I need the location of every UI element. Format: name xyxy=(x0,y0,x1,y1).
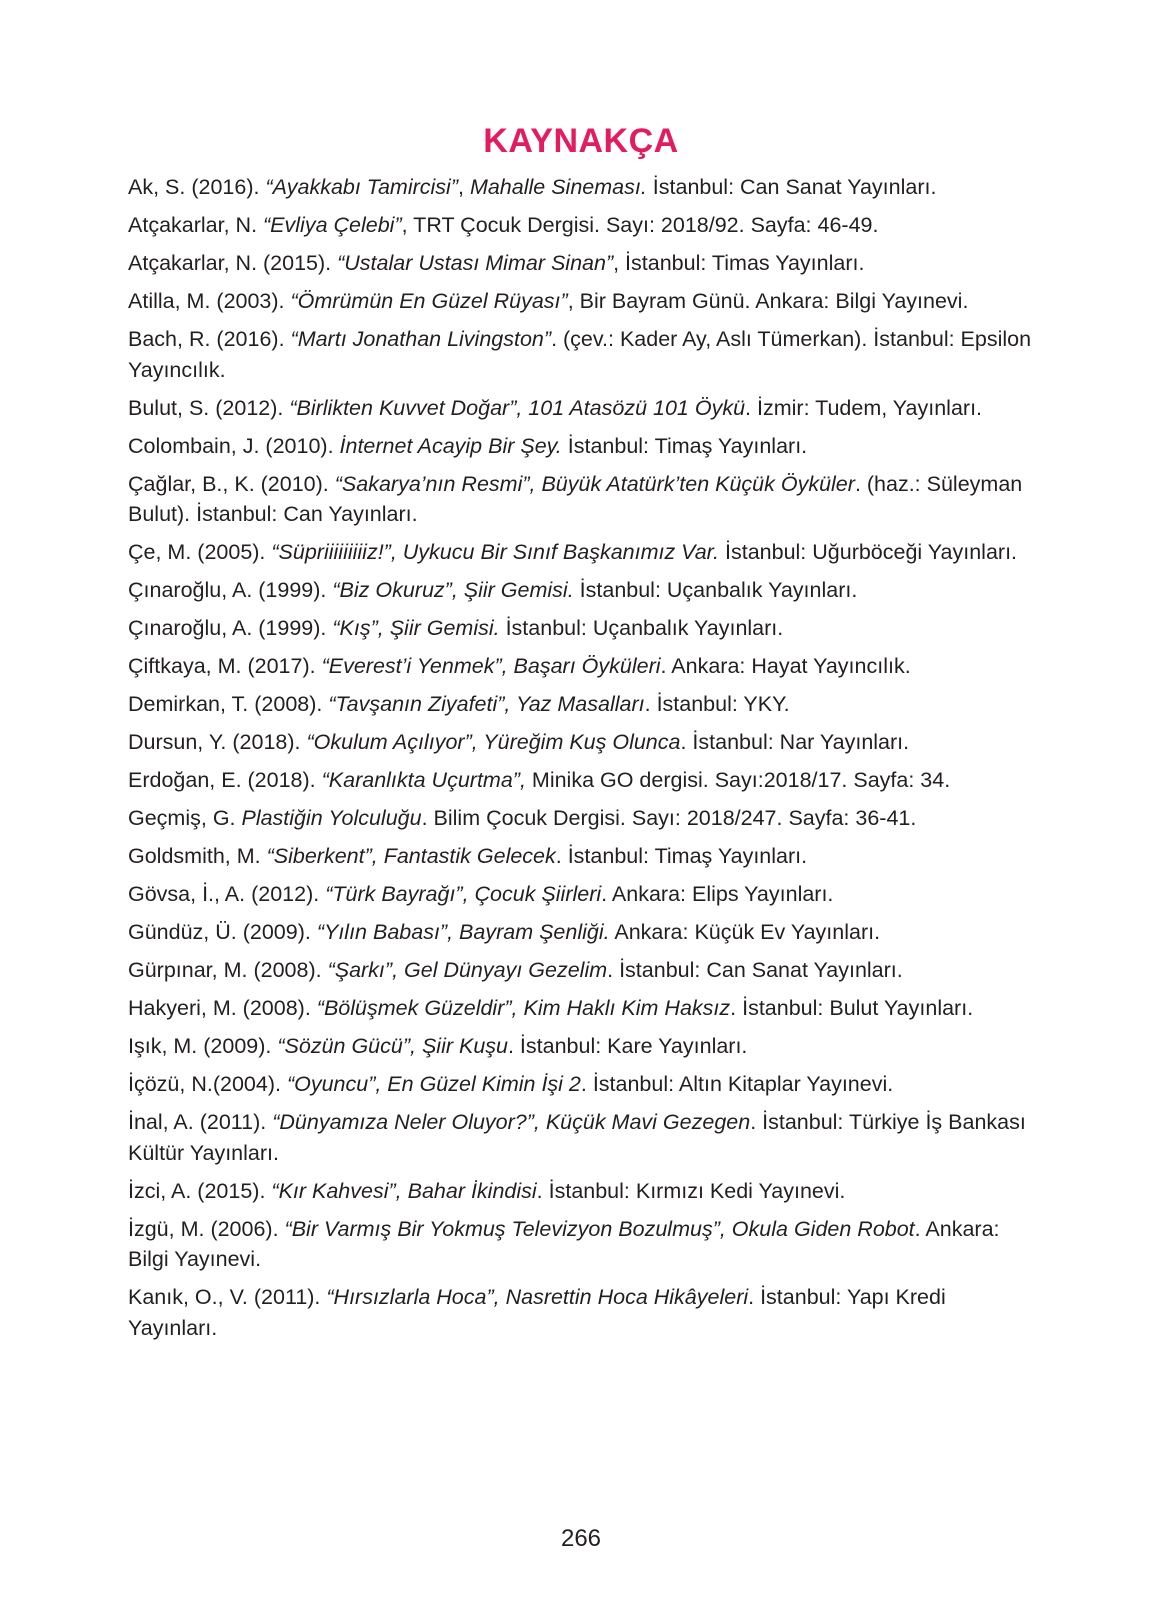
reference-text: , İstanbul: Timas Yayınları. xyxy=(613,251,865,275)
reference-entry xyxy=(128,765,1038,796)
reference-entry xyxy=(128,613,1038,644)
reference-text: Çiftkaya, M. (2017). xyxy=(128,654,322,678)
reference-text: Atçakarlar, N. (2015). xyxy=(128,251,338,275)
reference-text: . İstanbul: Kırmızı Kedi Yayınevi. xyxy=(536,1178,846,1203)
reference-text: Demirkan, T. (2008). xyxy=(128,692,329,716)
reference-title: “Sakarya’nın Resmi”, Büyük Atatürk’ten Küçük Öyküler xyxy=(334,471,855,496)
reference-entry xyxy=(128,955,1038,986)
reference-title: İnternet Acayip Bir Şey. xyxy=(339,433,562,458)
reference-entry xyxy=(128,1214,1038,1275)
reference-text: . Ankara: Hayat Yayıncılık. xyxy=(660,654,911,678)
reference-text: Çınaroğlu, A. (1999). xyxy=(128,616,333,640)
reference-text: Atilla, M. (2003). xyxy=(128,289,291,313)
reference-text: . İzmir: Tudem, Yayınları. xyxy=(745,395,983,420)
reference-text: , xyxy=(457,175,470,199)
reference-text: Hakyeri, M. (2008). xyxy=(128,996,317,1020)
reference-entry xyxy=(128,324,1038,385)
reference-title: “Kış”, Şiir Gemisi. xyxy=(332,616,500,640)
reference-entry xyxy=(128,286,1038,317)
reference-title: “Martı Jonathan Livingston” xyxy=(290,327,552,351)
reference-entry xyxy=(128,172,1038,203)
reference-title: “Ömrümün En Güzel Rüyası” xyxy=(290,289,568,313)
reference-text: . İstanbul: Can Sanat Yayınları. xyxy=(607,958,903,982)
reference-title: Mahalle Sineması. xyxy=(469,175,647,199)
reference-title: “Birlikten Kuvvet Doğar”, 101 Atasözü 101 Öykü xyxy=(289,395,746,420)
reference-text: Işık, M. (2009). xyxy=(128,1034,278,1058)
reference-text: Bulut, S. (2012). xyxy=(128,395,290,420)
reference-text: Ak, S. (2016). xyxy=(128,175,266,199)
reference-text: Minika GO dergisi. Sayı:2018/17. Sayfa: 34. xyxy=(525,768,951,792)
reference-title: “Okulum Açılıyor”, Yüreğim Kuş Olunca xyxy=(306,730,681,754)
reference-text: . İstanbul: Timaş Yayınları. xyxy=(555,844,808,868)
reference-text: . İstanbul: Kare Yayınları. xyxy=(507,1034,748,1058)
reference-title: “Süpriiiiiiiiiz!”, Uykucu Bir Sınıf Başkanımız Var. xyxy=(271,540,720,564)
reference-list xyxy=(128,172,1038,1351)
reference-text: İnal, A. (2011). xyxy=(128,1110,273,1134)
reference-entry xyxy=(128,879,1038,910)
reference-entry xyxy=(128,689,1038,720)
reference-entry xyxy=(128,537,1038,568)
reference-title: “Tavşanın Ziyafeti”, Yaz Masalları xyxy=(328,692,645,716)
reference-title: “Sözün Gücü”, Şiir Kuşu xyxy=(277,1034,508,1058)
reference-text: İstanbul: Uçanbalık Yayınları. xyxy=(573,578,858,602)
reference-text: Çe, M. (2005). xyxy=(128,540,272,564)
reference-title: “Türk Bayrağı”, Çocuk Şiirleri xyxy=(325,882,602,906)
reference-text: . Ankara: Elips Yayınları. xyxy=(601,882,834,906)
reference-entry xyxy=(128,248,1038,279)
reference-title: “Evliya Çelebi” xyxy=(263,213,402,237)
reference-text: , TRT Çocuk Dergisi. Sayı: 2018/92. Sayfa: 46-49. xyxy=(401,213,879,237)
reference-entry xyxy=(128,1069,1038,1100)
reference-text: . İstanbul: YKY. xyxy=(644,692,790,716)
reference-entry xyxy=(128,917,1038,948)
reference-text: . Bilim Çocuk Dergisi. Sayı: 2018/247. Sayfa: 36-41. xyxy=(421,806,917,830)
reference-text: Ankara: Küçük Ev Yayınları. xyxy=(609,920,881,944)
page-number: 266 xyxy=(560,1525,602,1552)
reference-title: “Biz Okuruz”, Şiir Gemisi. xyxy=(332,578,574,602)
reference-text: Dursun, Y. (2018). xyxy=(128,730,307,754)
reference-text: Geçmiş, G. xyxy=(128,806,242,830)
reference-text: Çınaroğlu, A. (1999). xyxy=(128,578,333,602)
reference-title: “Bölüşmek Güzeldir”, Kim Haklı Kim Haksız xyxy=(316,996,731,1020)
reference-text: İstanbul: Can Sanat Yayınları. xyxy=(646,175,937,199)
reference-title: “Şarkı”, Gel Dünyayı Gezelim xyxy=(327,958,608,982)
reference-title: “Oyuncu”, En Güzel Kimin İşi 2 xyxy=(286,1072,581,1096)
reference-text: . (çev.: Kader Ay, Aslı Tümerkan). İstanbul: Epsilon Yayıncılık. xyxy=(128,327,1032,382)
reference-entry xyxy=(128,1031,1038,1062)
reference-text: Goldsmith, M. xyxy=(128,844,267,868)
reference-text: Kanık, O., V. (2011). xyxy=(128,1285,327,1309)
reference-title: “Hırsızlarla Hoca”, Nasrettin Hoca Hikâyeleri xyxy=(326,1285,749,1309)
reference-text: . İstanbul: Altın Kitaplar Yayınevi. xyxy=(580,1072,894,1096)
reference-entry xyxy=(128,1107,1038,1168)
reference-text: Gövsa, İ., A. (2012). xyxy=(128,882,326,906)
reference-entry xyxy=(128,651,1038,682)
reference-entry xyxy=(128,727,1038,758)
reference-text: . Ankara: Bilgi Yayınevi. xyxy=(128,1216,1000,1271)
reference-text: Gürpınar, M. (2008). xyxy=(128,958,328,982)
reference-entry xyxy=(128,393,1038,424)
reference-title: “Ustalar Ustası Mimar Sinan” xyxy=(337,251,614,275)
reference-text: İstanbul: Uçanbalık Yayınları. xyxy=(499,616,784,640)
reference-text: Çağlar, B., K. (2010). xyxy=(128,471,335,496)
reference-text: Gündüz, Ü. (2009). xyxy=(128,920,317,944)
reference-text: Colombain, J. (2010). xyxy=(128,433,340,458)
reference-text: Atçakarlar, N. xyxy=(128,213,264,237)
reference-text: İçözü, N.(2004). xyxy=(128,1072,287,1096)
reference-text: İstanbul: Timaş Yayınları. xyxy=(561,433,808,458)
reference-text: Bach, R. (2016). xyxy=(128,327,291,351)
reference-title: “Yılın Babası”, Bayram Şenliği. xyxy=(316,920,610,944)
reference-title: “Bir Varmış Bir Yokmuş Televizyon Bozulmuş”, Okula Giden Robot xyxy=(284,1216,915,1241)
reference-text: . İstanbul: Bulut Yayınları. xyxy=(730,996,974,1020)
reference-text: İzgü, M. (2006). xyxy=(128,1216,285,1241)
reference-entry xyxy=(128,993,1038,1024)
reference-text: İzci, A. (2015). xyxy=(128,1178,272,1203)
reference-entry xyxy=(128,803,1038,834)
reference-title: “Siberkent”, Fantastik Gelecek xyxy=(266,844,556,868)
reference-text: Erdoğan, E. (2018). xyxy=(128,768,322,792)
reference-text: . İstanbul: Türkiye İş Bankası Kültür Yayınları. xyxy=(128,1110,1026,1165)
reference-title: “Dünyamıza Neler Oluyor?”, Küçük Mavi Gezegen xyxy=(272,1110,751,1134)
reference-entry xyxy=(128,469,1038,530)
reference-text: . (haz.: Süleyman Bulut). İstanbul: Can Yayınları. xyxy=(128,471,1023,526)
reference-title: Plastiğin Yolculuğu xyxy=(241,806,422,830)
page-title: KAYNAKÇA xyxy=(483,122,679,160)
reference-entry xyxy=(128,210,1038,241)
reference-entry xyxy=(128,1282,1038,1343)
reference-entry xyxy=(128,1176,1038,1207)
reference-text: , Bir Bayram Günü. Ankara: Bilgi Yayınevi. xyxy=(567,289,969,313)
reference-entry xyxy=(128,575,1038,606)
reference-title: “Ayakkabı Tamircisi” xyxy=(265,175,458,199)
reference-title: “Karanlıkta Uçurtma”, xyxy=(321,768,526,792)
reference-entry xyxy=(128,841,1038,872)
reference-text: . İstanbul: Yapı Kredi Yayınları. xyxy=(128,1285,946,1340)
reference-title: “Kır Kahvesi”, Bahar İkindisi xyxy=(271,1178,537,1203)
reference-text: . İstanbul: Nar Yayınları. xyxy=(680,730,910,754)
reference-title: “Everest’i Yenmek”, Başarı Öyküleri xyxy=(321,654,661,678)
reference-entry xyxy=(128,431,1038,462)
reference-text: İstanbul: Uğurböceği Yayınları. xyxy=(719,540,1018,564)
